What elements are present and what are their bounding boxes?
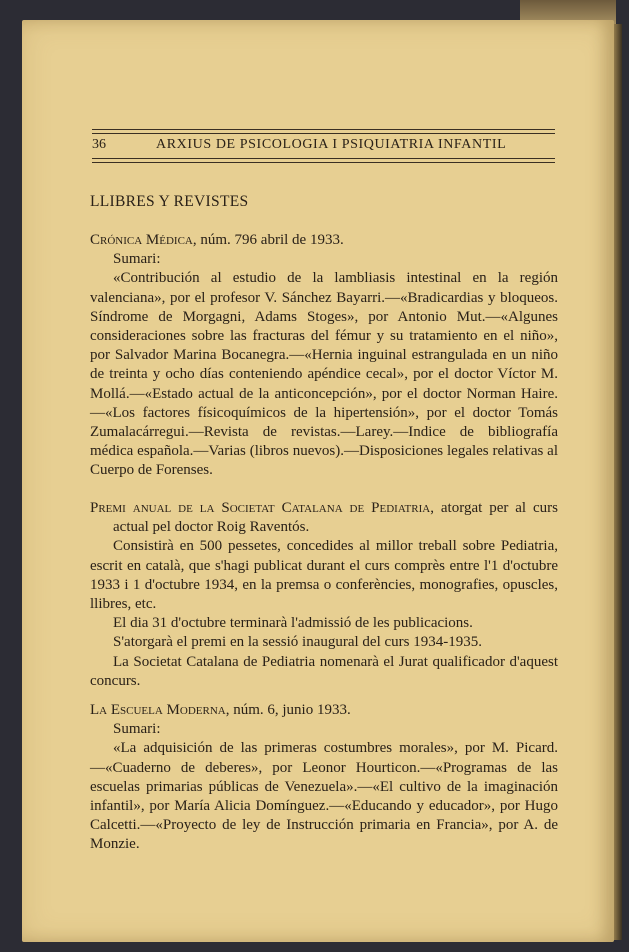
entry-body: «Contribución al estudio de la lambliasis intestinal en la región valenciana», por el profesor V. Sánchez Bayarri.—«Bradicardias y bloqueos. Síndrome de Morgagni, Adams Stoges», por Antonio Mut.—«Algunes consideraciones sobre las fracturas del fémur y su tratamiento en el niño», por Salvador Marina Bocanegra.—«Hernia inguinal estrangulada en un niño de treinta y ocho días conteniendo apéndice cecal», por el doctor Víctor M. Mollá.—«Estado actual de la anticoncepción», por el doctor Norman Haire.—«Los factores físicoquímicos de la hipertensión», por el doctor Tomás Zumalacárregui.—Revista de revistas.—Larey.—Indice de bibliografía médica española.—Varias (libros nuevos).—Disposiciones legales relativas al Cuerpo de Forenses. [90, 270, 558, 479]
entry-paragraph: Consistirà en 500 pessetes, concedides al millor treball sobre Pediatria, escrit en català, que s'hagi publicat durant el curs comprès entre l'1 d'octubre 1933 i 1 d'octubre 1934, en la premsa o conferències, monografies, opuscles, llibres, etc. [90, 538, 558, 613]
entry-title-line [90, 231, 558, 250]
entry-title-rest: núm. 796 abril de 1933. [196, 232, 344, 248]
entry-premi-anual [90, 499, 558, 691]
entry-cronica-medica [90, 231, 558, 481]
entry-title-rest: atorgat per al curs actual pel doctor Roig Raventós. [113, 500, 559, 536]
entry-title: Crónica Médica, [90, 232, 197, 248]
entry-body: «La adquisición de las primeras costumbres morales», por M. Picard.—«Cuaderno de deberes», por Leonor Hourticon.—«Programas de las escuelas primarias públicas de Venezuela».—«El cultivo de la imaginación infantil», por María Alicia Domínguez.—«Educando y educador», por Hugo Calcetti.—«Proyecto de ley de Instrucción primaria en Francia», por A. de Monzie. [90, 740, 558, 853]
entry-title-line [90, 701, 558, 720]
page-number: 36 [92, 137, 106, 152]
running-header [92, 133, 555, 159]
entry-title-line [90, 499, 558, 537]
entry-escuela-moderna [90, 701, 558, 855]
sumari-label: Sumari: [113, 251, 161, 268]
entry-title: La Escuela Moderna, [90, 702, 230, 718]
entry-paragraph: S'atorgarà el premi en la sessió inaugural del curs 1934-1935. [113, 634, 482, 651]
entry-title-rest: núm. 6, junio 1933. [229, 702, 351, 718]
section-heading: LLIBRES Y REVISTES [90, 193, 249, 210]
sumari-label: Sumari: [113, 721, 161, 738]
entry-paragraph: La Societat Catalana de Pediatria nomenarà el Jurat qualificador d'aquest concurs. [90, 653, 558, 689]
entry-paragraph: El dia 31 d'octubre terminarà l'admissió de les publicacions. [113, 615, 473, 632]
entry-title: Premi anual de la Societat Catalana de Pediatria, [90, 500, 434, 516]
running-title: ARXIUS DE PSICOLOGIA I PSIQUIATRIA INFANTIL [156, 137, 507, 152]
